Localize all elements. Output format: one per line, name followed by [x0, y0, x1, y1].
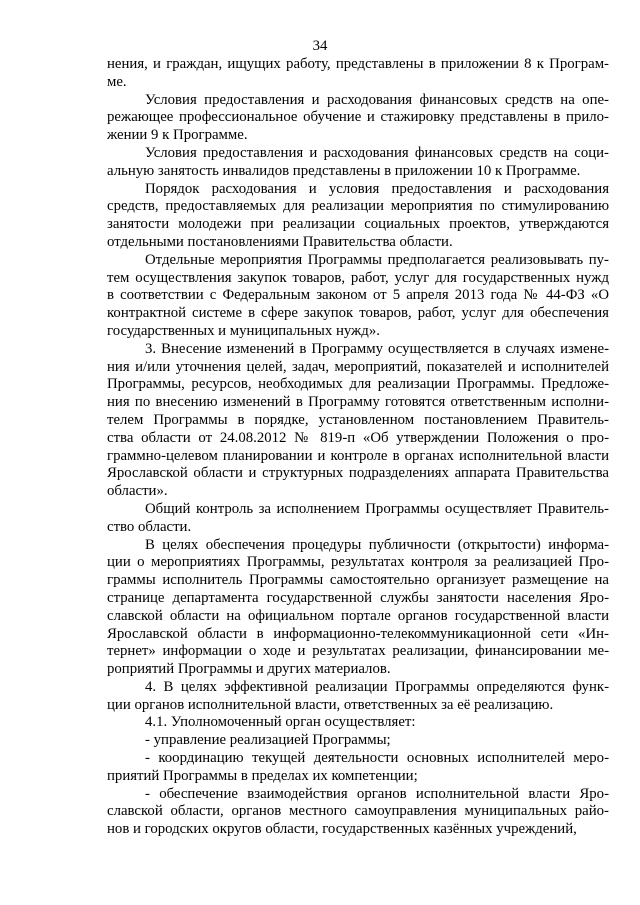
paragraph-2-line-1: альную занятость инвалидов представлены в приложении 10 к Программе.	[107, 162, 581, 179]
paragraph-3-line-0: Порядок расходования и условия предоставления и расходования	[145, 180, 609, 197]
paragraph-4-line-3: контрактной системе в сфере закупок товаров, работ, услуг для обеспечения	[107, 305, 609, 322]
paragraph-5-line-2: Программы, ресурсов, необходимых для реализации Программы. Предложе-	[107, 376, 609, 393]
paragraph-7-line-5: Ярославской области в информационно-телекоммуникационной сети «Ин-	[107, 625, 609, 642]
paragraph-5-line-8: области».	[107, 483, 168, 500]
paragraph-5-line-3: ния по внесению изменений в Программу готовятся ответственным исполни-	[107, 394, 609, 411]
paragraph-3-line-3: отдельными постановлениями Правительства области.	[107, 233, 453, 250]
paragraph-6-line-0: Общий контроль за исполнением Программы осуществляет Правитель-	[145, 500, 609, 517]
document-body	[107, 56, 609, 839]
paragraph-7-line-3: странице департамента государственной службы занятости населения Яро-	[107, 589, 609, 606]
paragraph-7-line-7: роприятий Программы и других материалов.	[107, 661, 391, 678]
paragraph-7-line-1: ции о мероприятиях Программы, результатах контроля за реализацией Про-	[107, 554, 609, 571]
paragraph-4-line-4: государственных и муниципальных нужд».	[107, 322, 380, 339]
paragraph-1-line-2: жении 9 к Программе.	[107, 127, 248, 144]
paragraph-5-line-7: Ярославской области и структурных подразделениях аппарата Правительства	[107, 465, 609, 482]
paragraph-6-line-1: ство области.	[107, 518, 192, 535]
paragraph-10-line-0: - управление реализацией Программы;	[145, 732, 391, 749]
paragraph-7-line-6: тернет» информации о ходе и результатах реализации, финансировании ме-	[107, 643, 609, 660]
paragraph-9-line-0: 4.1. Уполномоченный орган осуществляет:	[145, 714, 416, 731]
paragraph-5-line-6: граммно-целевом планировании и контроле в органах исполнительной власти	[107, 447, 609, 464]
text-lines	[107, 56, 609, 839]
paragraph-12-line-0: - обеспечение взаимодействия органов исполнительной власти Яро-	[145, 785, 609, 802]
paragraph-12-line-2: нов и городских округов области, государственных казённых учреждений,	[107, 821, 577, 838]
paragraph-1-line-0: Условия предоставления и расходования финансовых средств на опе-	[145, 91, 609, 108]
paragraph-7-line-4: славской области на официальном портале органов государственной власти	[107, 607, 609, 624]
paragraph-0-line-1: ме.	[107, 73, 127, 90]
paragraph-4-line-2: в соответствии с Федеральным законом от 5 апреля 2013 года № 44-ФЗ «О	[107, 287, 609, 304]
page-number: 34	[312, 38, 328, 54]
paragraph-4-line-1: тем осуществления закупок товаров, работ, услуг для государственных нужд	[107, 269, 609, 286]
paragraph-12-line-1: славской области, органов местного самоуправления муниципальных райо-	[107, 803, 609, 820]
paragraph-8-line-0: 4. В целях эффективной реализации Программы определяются функ-	[145, 678, 609, 695]
paragraph-2-line-0: Условия предоставления и расходования финансовых средств на соци-	[145, 144, 609, 161]
paragraph-4-line-0: Отдельные мероприятия Программы предполагается реализовывать пу-	[145, 251, 609, 268]
paragraph-8-line-1: ции органов исполнительной власти, ответственных за её реализацию.	[107, 696, 554, 713]
paragraph-5-line-1: ния и/или уточнения целей, задач, мероприятий, показателей и исполнителей	[107, 358, 609, 375]
paragraph-3-line-1: средств, предоставляемых для реализации мероприятия по стимулированию	[107, 198, 609, 215]
paragraph-5-line-4: телем Программы в порядке, установленном постановлением Правитель-	[107, 411, 609, 428]
paragraph-7-line-0: В целях обеспечения процедуры публичности (открытости) информа-	[145, 536, 609, 553]
paragraph-5-line-5: ства области от 24.08.2012 № 819-п «Об утверждении Положения о про-	[107, 429, 609, 446]
paragraph-11-line-1: приятий Программы в пределах их компетенции;	[107, 767, 418, 784]
paragraph-3-line-2: занятости молодежи при реализации социальных проектов, утверждаются	[107, 216, 609, 233]
paragraph-5-line-0: 3. Внесение изменений в Программу осуществляется в случаях измене-	[145, 340, 609, 357]
paragraph-7-line-2: граммы исполнитель Программы самостоятельно организует размещение на	[107, 572, 609, 589]
paragraph-1-line-1: режающее профессиональное обучение и стажировку представлены в прило-	[107, 109, 609, 126]
paragraph-11-line-0: - координацию текущей деятельности основных исполнителей меро-	[145, 750, 609, 767]
paragraph-0-line-0: нения, и граждан, ищущих работу, представлены в приложении 8 к Програм-	[107, 56, 609, 72]
